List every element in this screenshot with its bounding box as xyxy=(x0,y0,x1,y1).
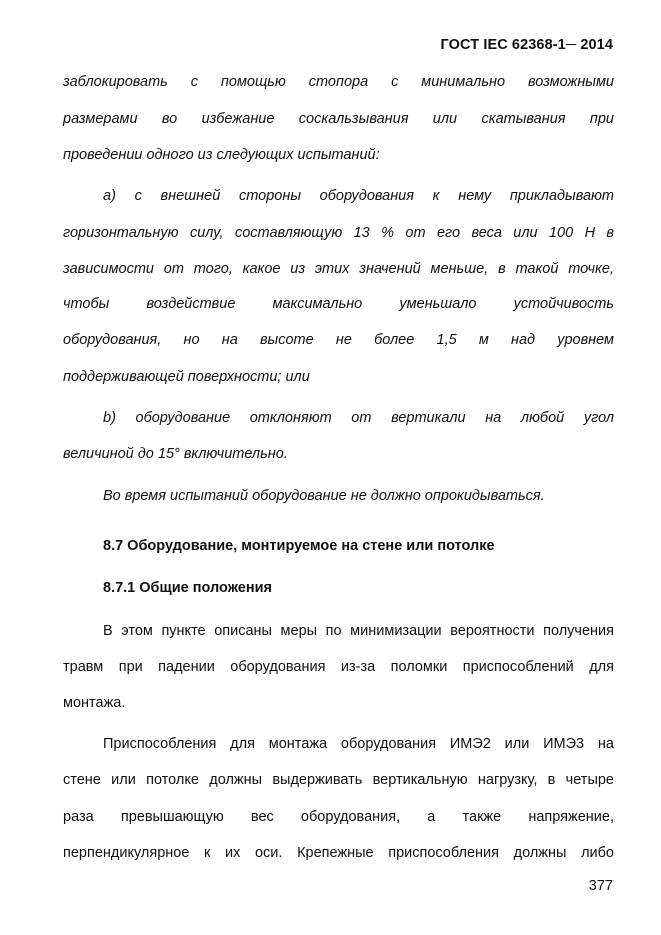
text-line: горизонтальную силу, составляющую 13 % от его веса или 100 Н в xyxy=(63,225,614,241)
text-line: оборудования, но на высоте не более 1,5 м над уровнем xyxy=(63,332,614,348)
paragraph-line: перпендикулярное к их оси. Крепежные приспособления должны либо xyxy=(63,845,614,861)
document-header-code: ГОСТ IEC 62368-1─ 2014 xyxy=(440,37,613,53)
text-line: заблокировать с помощью стопора с минимально возможными xyxy=(63,74,614,90)
subsection-heading-8-7-1: 8.7.1 Общие положения xyxy=(103,580,272,596)
text-line: проведении одного из следующих испытаний: xyxy=(63,147,380,163)
test-conclusion-text: Во время испытаний оборудование не должно опрокидываться. xyxy=(103,488,545,504)
paragraph-line: В этом пункте описаны меры по минимизации вероятности получения xyxy=(103,623,614,639)
page-number: 377 xyxy=(588,878,613,894)
text-line: размерами во избежание соскальзывания или скатывания при xyxy=(63,111,614,127)
paragraph-line: раза превышающую вес оборудования, а также напряжение, xyxy=(63,809,614,825)
text-line: величиной до 15° включительно. xyxy=(63,446,288,462)
paragraph-line: монтажа. xyxy=(63,695,126,711)
paragraph-line: Приспособления для монтажа оборудования ИМЭ2 или ИМЭ3 на xyxy=(103,736,614,752)
paragraph-line: травм при падении оборудования из-за поломки приспособлений для xyxy=(63,659,614,675)
text-line: зависимости от того, какое из этих значений меньше, в такой точке, xyxy=(63,261,614,277)
section-heading-8-7: 8.7 Оборудование, монтируемое на стене или потолке xyxy=(103,538,495,554)
list-item-a-text: а) с внешней стороны оборудования к нему прикладывают xyxy=(103,188,614,204)
text-line: чтобы воздействие максимально уменьшало устойчивость xyxy=(63,296,614,312)
paragraph-line: стене или потолке должны выдерживать вертикальную нагрузку, в четыре xyxy=(63,772,614,788)
text-line: поддерживающей поверхности; или xyxy=(63,369,310,385)
list-item-b-text: b) оборудование отклоняют от вертикали на любой угол xyxy=(103,410,614,426)
